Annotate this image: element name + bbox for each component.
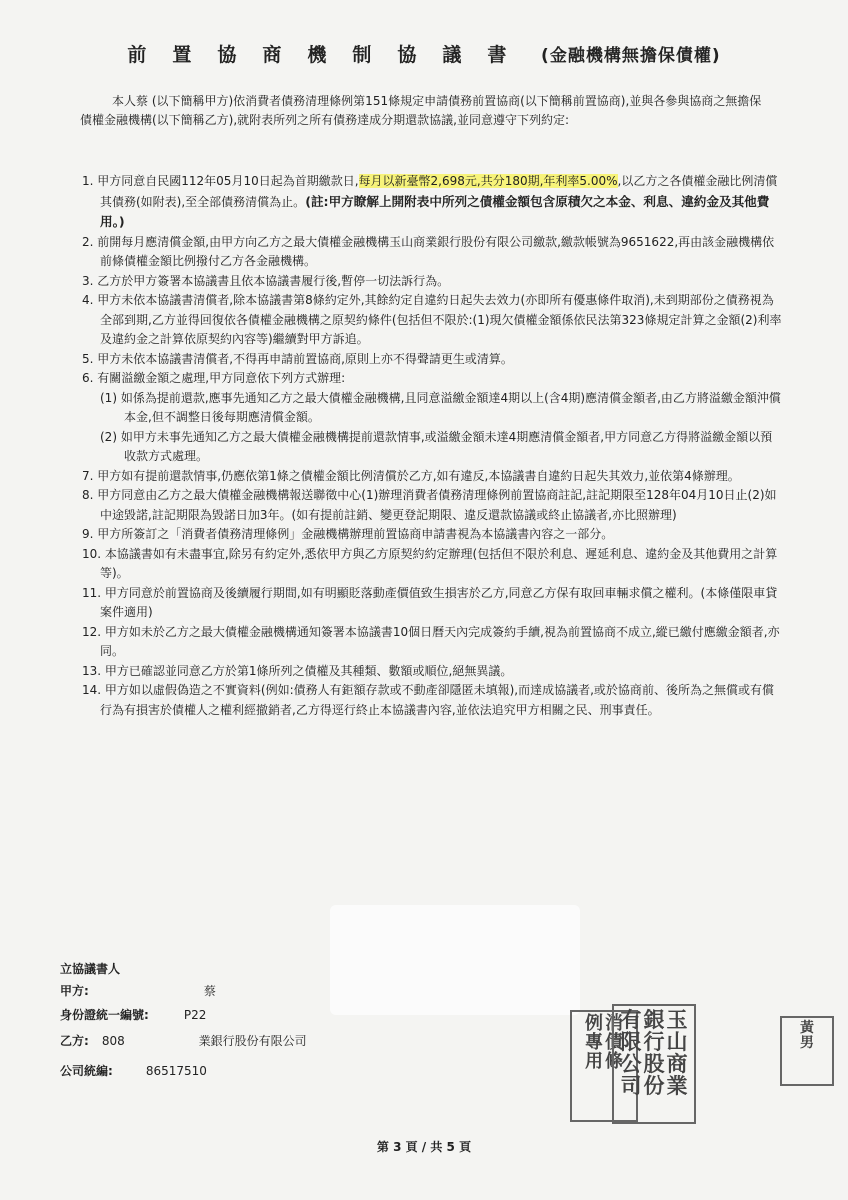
company-number-label: 公司統編:: [60, 1064, 113, 1078]
clause-6: 6. 有關溢繳金額之處理,甲方同意依下列方式辦理:: [82, 371, 346, 385]
clause-13: 13. 甲方已確認並同意乙方於第1條所列之債權及其種類、數額或順位,絕無異議。: [82, 663, 513, 678]
stamp-debt-clearance-seal: 消 債 條 例 專 用: [570, 1010, 638, 1122]
signatories-heading: 立協議書人: [60, 962, 121, 976]
party-a-value: 蔡: [203, 984, 216, 998]
party-b-label: 乙方:: [60, 1034, 89, 1048]
id-number-row: [60, 1006, 206, 1023]
company-number-value: 86517510: [145, 1064, 207, 1078]
clause-3: 3. 乙方於甲方簽署本協議書且依本協議書履行後,暫停一切法訴行為。: [82, 273, 450, 288]
intro-text: 本人蔡 (以下簡稱甲方)依消費者債務清理條例第151條規定申請債務前置協商(以下簡稱前置協商),並與各參與協商之無擔保債權金融機構(以下簡稱乙方),就附表所列之所有債務達成分期還款協議,並同意遵守下列約定:: [80, 94, 762, 127]
stamp-personal-seal: 黃 男: [780, 1016, 834, 1086]
intro-paragraph: [80, 92, 770, 130]
clause-2: 2. 前開每月應清償金額,由甲方向乙方之最大債權金融機構玉山商業銀行股份有限公司繳款,繳款帳號為9651622,再由該金融機構依前條債權金額比例撥付乙方各金融機構。: [82, 234, 775, 268]
party-b-row: [60, 1032, 307, 1049]
clause-10: 10. 本協議書如有未盡事宜,除另有約定外,悉依甲方與乙方原契約約定辦理(包括但不限於利息、遲延利息、違約金及其他費用之計算等)。: [82, 546, 778, 580]
clause-1-highlight: 每月以新臺幣2,698元,共分180期,年利率5.00%: [358, 174, 618, 188]
clause-4: 4. 甲方未依本協議書清償者,除本協議書第8條約定外,其餘約定自違約日起失去效力(亦即所有優惠條件取消),未到期部份之債務視為全部到期,乙方並得回復依各債權金融機構之原契約條件(包括但不限於:(1)現欠債權金額係依民法第323條規定計算之金額(2)利率及違約金之計算依原契約內容等)繼續對甲方訴追。: [82, 293, 782, 346]
company-number-row: [60, 1062, 207, 1079]
page-number: 第 3 頁 / 共 5 頁: [376, 1140, 472, 1154]
clause-6-1: (1) 如係為提前還款,應事先通知乙方之最大債權金融機構,且同意溢繳金額達4期以上(含4期)應清償金額者,由乙方將溢繳金額沖償本金,但不調整日後每期應清償金額。: [100, 390, 781, 424]
redacted-area: [330, 905, 580, 1015]
title-sub: (金融機構無擔保債權): [541, 46, 721, 66]
title-main: 前置協商機制協議書: [127, 44, 533, 66]
clause-14: 14. 甲方如以虛假偽造之不實資料(例如:債務人有鉅額存款或不動產卻隱匿未填報),而達成協議者,或於協商前、後所為之無償或有償行為有損害於債權人之權利經撤銷者,乙方得逕行終止本協議書內容,並依法追究甲方相關之民、刑事責任。: [82, 683, 774, 717]
signatories-heading-row: [60, 960, 120, 977]
clause-6-2: (2) 如甲方未事先通知乙方之最大債權金融機構提前還款情事,或溢繳金額未達4期應清償金額者,甲方同意乙方得將溢繳金額以預收款方式處理。: [100, 429, 773, 463]
document-title: [0, 40, 848, 67]
clause-1-note: (註:甲方瞭解上開附表中所列之債權金額包含原積欠之本金、利息、違約金及其他費用。): [100, 193, 770, 229]
clause-1-pre: 1. 甲方同意自民國112年05月10日起為首期繳款日,: [82, 174, 359, 188]
clause-list: [82, 172, 782, 720]
party-b-name: 業銀行股份有限公司: [198, 1034, 307, 1048]
clause-1: [82, 172, 782, 233]
clause-9: 9. 甲方所簽訂之「消費者債務清理條例」金融機構辦理前置協商申請書視為本協議書內容之一部分。: [82, 527, 614, 541]
clause-12: 12. 甲方如未於乙方之最大債權金融機構通知簽署本協議書10個日曆天內完成簽約手續,視為前置協商不成立,縱已繳付應繳金額者,亦同。: [82, 624, 780, 658]
clause-1-mid: ,以乙方之各債權金融比例清償其債務(如附表),至全部債務清償為止。: [100, 174, 778, 209]
clause-5: 5. 甲方未依本協議書清償者,不得再申請前置協商,原則上亦不得聲請更生或清算。: [82, 351, 513, 366]
id-number-label: 身份證統一編號:: [60, 1008, 149, 1022]
clause-7: 7. 甲方如有提前還款情事,仍應依第1條之債權金額比例清償於乙方,如有違反,本協議書自違約日起失其效力,並依第4條辦理。: [82, 468, 740, 483]
clause-8: 8. 甲方同意由乙方之最大債權金融機構報送聯徵中心(1)辦理消費者債務清理條例前置協商註記,註記期限至128年04月10日止(2)如中途毀諾,註記期限為毀諾日加3年。(如有提前註銷、變更登記期限、違反還款協議或終止協議者,亦比照辦理): [82, 488, 777, 522]
id-number-value: P22: [183, 1008, 207, 1022]
clause-11: 11. 甲方同意於前置協商及後續履行期間,如有明顯貶落動產價值致生損害於乙方,同意乙方保有取回車輛求償之權利。(本條僅限車貸案件適用): [82, 585, 778, 619]
stamp-bank-seal: 玉 山 商 業 銀 行 股 份 有 限 公 司: [612, 1004, 696, 1124]
party-b-code: 808: [101, 1034, 125, 1048]
party-a-row: [60, 982, 216, 999]
party-a-label: 甲方:: [60, 984, 89, 998]
